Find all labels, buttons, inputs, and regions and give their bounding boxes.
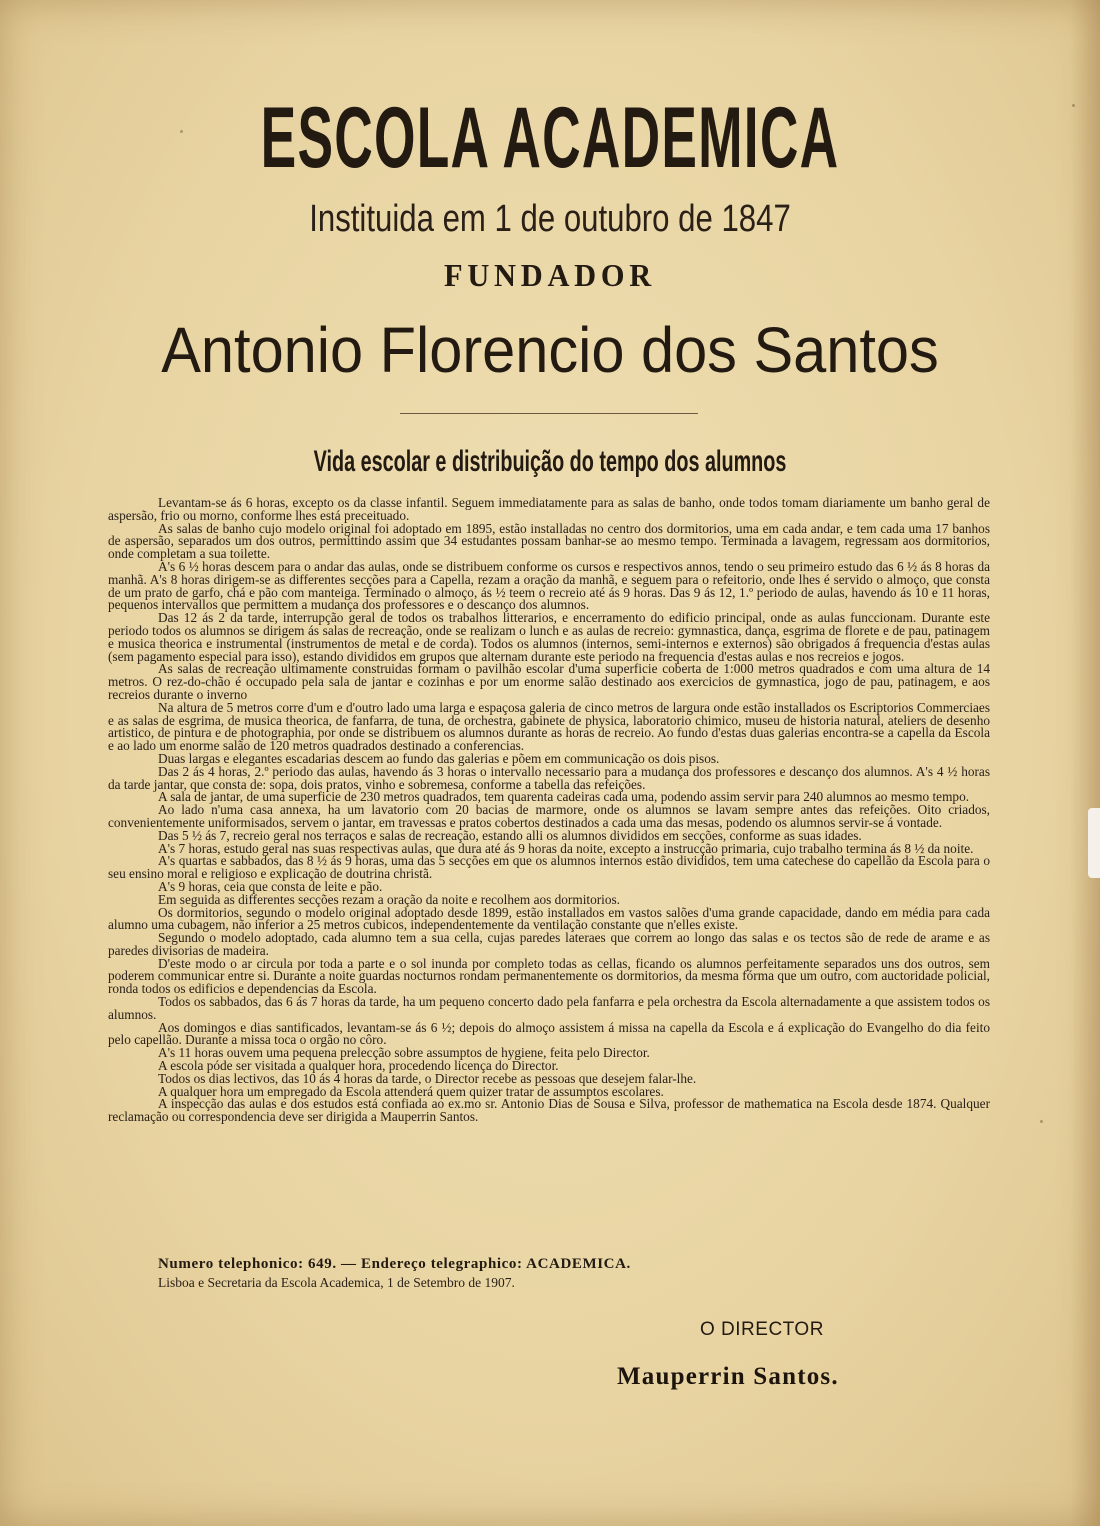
body-text	[108, 497, 990, 1124]
body-paragraph: A's 11 horas ouvem uma pequena prelecção sobre assumptos de hygiene, feita pelo Director.	[158, 1045, 650, 1061]
body-paragraph: As salas de recreação ultimamente construidas formam o pavilhão escolar d'uma superficie coberta de 1:000 metros quadrados e com uma altura de 14 metros. O rez-do-chão é occupado pela sala de jantar e cozinhas e por um enorme salão destinado aos exercicios de gymnastica, jogo de pau, patinagem, e aos recreios durante o inverno	[108, 661, 990, 702]
body-paragraph: Segundo o modelo adoptado, cada alumno tem a sua cella, cujas paredes lateraes que correm ao longo das salas e os tectos são de rede de arame e as paredes divisorias de madeira.	[108, 930, 990, 958]
page-edge-shadow	[1070, 0, 1100, 1526]
body-paragraph: Levantam-se ás 6 horas, excepto os da classe infantil. Seguem immediatamente para as salas de banho, onde todos tomam diariamente um banho geral de aspersão, frio ou morno, conforme lhes está preceituado.	[108, 495, 990, 523]
body-paragraph: Todos os dias lectivos, das 10 ás 4 horas da tarde, o Director recebe as pessoas que desejem falar-lhe.	[158, 1070, 697, 1086]
body-paragraph: A qualquer hora um empregado da Escola attenderá quem quizer tratar de assumptos escolares.	[158, 1083, 664, 1099]
body-paragraph: Aos domingos e dias santificados, levantam-se ás 6 ½; depois do almoço assistem á missa na capella da Escola e á explicação do Evangelho do dia feito pelo capellão. Durante a missa toca o orgão no côro.	[108, 1019, 990, 1048]
body-paragraph: Todos os sabbados, das 6 ás 7 horas da tarde, ha um pequeno concerto dado pela fanfarra e pela orchestra da Escola alternadamente a que assistem todos os alumnos.	[108, 994, 990, 1022]
body-paragraph: A's 6 ½ horas descem para o andar das aulas, onde se distribuem conforme os cursos e respectivos annos, tendo o seu primeiro estudo das 6 ½ ás 8 horas da manhã. A's 8 horas dirigem-se as differentes secções para a Capella, rezam a oração da manhã, e seguem para o refeitorio, onde lhes é servido o almoço, que consta de um prato de garfo, chá e pão com manteiga. Terminado o almoço, ás ½ teem o recreio até ás 9 horas. Das 9 ás 12, 1.º periodo de aulas, havendo ás 10 e 11 horas, pequenos intervallos que permittem a mudança dos professores e o descanço dos alumnos.	[108, 558, 990, 613]
body-paragraph: Das 5 ½ ás 7, recreio geral nos terraços e salas de recreação, estando alli os alumnos divididos em secções, conforme as suas idades.	[158, 827, 862, 843]
body-paragraph: A's quartas e sabbados, das 8 ½ ás 9 horas, uma das 5 secções em que os alumnos internos estão divididos, tem uma catechese do capellão da Escola para o seu ensino moral e religioso e explicação de doutrina christã.	[108, 853, 990, 882]
divider-rule	[400, 413, 698, 414]
director-title: O DIRECTOR	[700, 1319, 824, 1340]
founder-name: Antonio Florencio dos Santos	[161, 314, 939, 386]
body-paragraph: A's 9 horas, ceia que consta de leite e pão.	[158, 878, 383, 894]
body-paragraph: Em seguida as differentes secções rezam a oração da noite e recolhem aos dormitorios.	[158, 891, 621, 907]
body-paragraph: Das 2 ás 4 horas, 2.º periodo das aulas, havendo ás 3 horas o intervallo necessario para a mudança dos professores e descanço dos alumnos. A's 4 ½ horas da tarde jantar, que consta de: sopa, dois pratos, vinho e sobremesa, conforme a tabella das refeições.	[108, 763, 990, 792]
section-heading: Vida escolar e distribuição do tempo dos alumnos	[313, 445, 787, 478]
paper-speck	[1040, 1120, 1043, 1123]
paper-tab-mark	[1088, 808, 1100, 878]
body-paragraph: A escola póde ser visitada a qualquer hora, procedendo licença do Director.	[158, 1058, 559, 1074]
body-paragraph: Das 12 ás 2 da tarde, interrupção geral de todos os trabalhos litterarios, e encerramento do edificio principal, onde as aulas funccionam. Durante este periodo todos os alumnos se dirigem ás salas de recreação, onde se realizam o lunch e as aulas de recreio: gymnastica, dança, esgrima de florete e de pau, patinagem e musica theorica e instrumental (instrumentos de metal e de corda). Todos os alumnos (internos, semi-internos e externos) são obrigados á frequencia d'estas aulas (sem pagamento especial para isso), estando divididos em grupos que alternam durante este periodo na frequencia d'estas aulas e nos recreios e jogos.	[108, 610, 990, 664]
founder-label: FUNDADOR	[444, 257, 656, 293]
poster-title: ESCOLA ACADEMICA	[260, 90, 840, 186]
paper-speck	[1072, 104, 1075, 107]
poster-subtitle: Instituida em 1 de outubro de 1847	[309, 198, 791, 240]
body-paragraph: Os dormitorios, segundo o modelo original adoptado desde 1899, estão installados em vastos salões d'uma grande capacidade, dando em média para cada alumno uma cubagem, não inferior a 25 metros cubicos, independentemente da ventilação constante que n'elles existe.	[108, 904, 990, 933]
body-paragraph: A's 7 horas, estudo geral nas suas respectivas aulas, que dura até ás 9 horas da noite, excepto a instrucção primaria, cujo trabalho termina ás 8 ½ da noite.	[158, 840, 974, 856]
dateline: Lisboa e Secretaria da Escola Academica, 1 de Setembro de 1907.	[158, 1275, 515, 1290]
body-paragraph: Duas largas e elegantes escadarias descem ao fundo das galerias e põem em communicação os dois pisos.	[158, 750, 720, 766]
body-paragraph: A sala de jantar, de uma superficie de 230 metros quadrados, tem quarenta cadeiras cada uma, podendo assim servir para 240 alumnos ao mesmo tempo.	[158, 789, 970, 805]
body-paragraph: Na altura de 5 metros corre d'um e d'outro lado uma larga e espaçosa galeria de cinco metros de largura onde estão installados os Escriptorios Commerciaes e as salas de esgrima, de musica theorica, de fanfarra, de tuna, de orchestra, gabinete de physica, laboratorio chimico, museu de historia natural, ateliers de desenho artistico, de pintura e de photographia, por onde se distribuem os alumnos durante as horas de recreio. Ao fundo d'estas duas galerias encontra-se a capella da Escola e ao lado um enorme salão de 120 metros quadrados destinado a conferencias.	[108, 699, 990, 754]
paper-speck	[180, 130, 183, 133]
body-paragraph: As salas de banho cujo modelo original foi adoptado em 1895, estão installadas no centro dos dormitorios, uma em cada andar, e tem cada uma 17 banhos de aspersão, separados um dos outros, permittindo assim que 34 estudantes possam banhar-se ao mesmo tempo. Terminada a lavagem, regressam aos dormitorios, onde completam a sua toilette.	[108, 520, 990, 562]
body-paragraph: Ao lado n'uma casa annexa, ha um lavatorio com 20 bacias de marmore, onde os alumnos se lavam sempre antes das refeições. Oito criados, convenientemente uniformisados, servem o jantar, em travessas e pratos cobertos destinados a cada uma das mesas, podendo os alumnos servir-se á vontade.	[108, 802, 990, 830]
contact-line: Numero telephonico: 649. — Endereço telegraphico: ACADEMICA.	[158, 1256, 631, 1272]
body-paragraph: D'este modo o ar circula por toda a parte e o sol inunda por completo todas as cellas, ficando os alumnos perfeitamente separados uns dos outros, sem poderem communicar entre si. Durante a noite guardas nocturnos rondam permanentemente os dormitorios, da mesma fórma que um outro, com auctoridade policial, ronda todos os edificios e dependencias da Escola.	[108, 955, 990, 997]
body-paragraph: A inspecção das aulas e dos estudos está confiada ao ex.mo sr. Antonio Dias de Sousa e Silva, professor de mathematica na Escola desde 1874. Qualquer reclamação ou correspondencia deve ser dirigida a Mauperrin Santos.	[108, 1096, 990, 1125]
director-name: Mauperrin Santos.	[617, 1363, 839, 1390]
